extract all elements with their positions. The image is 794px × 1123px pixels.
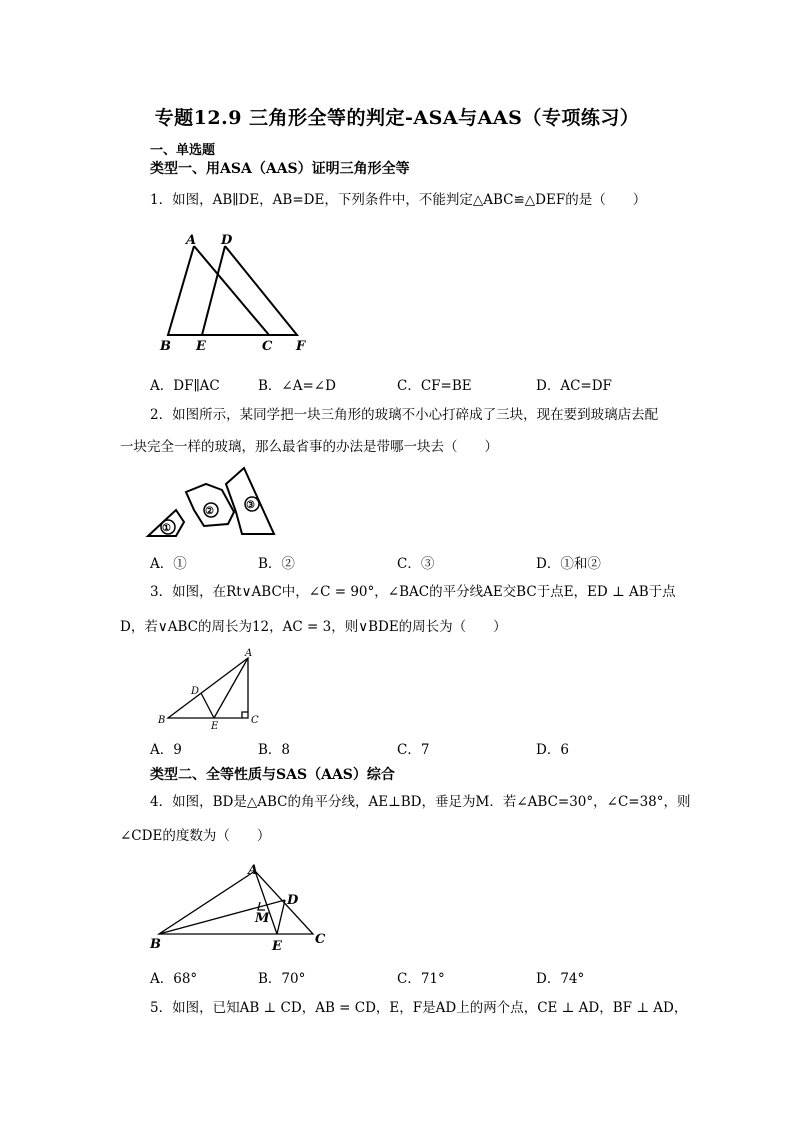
question-3-line2: D，若∨ABC的周长为12，AC = 3，则∨BDE的周长为（ ） <box>120 619 507 635</box>
label-D: D <box>191 686 200 697</box>
q1-option-b: B．∠A=∠D <box>258 378 336 394</box>
piece-3-label: ③ <box>246 500 255 511</box>
question-2-line2: 一块完全一样的玻璃，那么最省事的办法是带哪一块去（ ） <box>120 439 498 455</box>
q1-option-c: C．CF=BE <box>397 378 472 394</box>
q4-option-c: C．71° <box>397 971 445 987</box>
question-2-figure <box>146 466 286 538</box>
triangle-abc <box>168 246 269 335</box>
q2-option-b: B．② <box>258 556 295 572</box>
question-4-line1: 4．如图，BD是△ABC的角平分线，AE⊥BD，垂足为M．若∠ABC=30°，∠C=38°，则 <box>150 794 691 810</box>
question-3-line1: 3．如图，在Rt∨ABC中，∠C = 90°，∠BAC的平分线AE交BC于点E，ED ⊥ AB于点 <box>150 584 676 600</box>
triangle-abc <box>168 658 248 718</box>
type1-heading: 类型一、用ASA（AAS）证明三角形全等 <box>150 161 410 177</box>
label-E: E <box>211 721 219 732</box>
label-D: D <box>221 233 233 248</box>
page-title: 专题12.9 三角形全等的判定-ASA与AAS（专项练习） <box>154 107 640 129</box>
label-A: A <box>186 233 197 248</box>
q4-option-a: A．68° <box>150 971 198 987</box>
q3-option-a: A．9 <box>150 742 182 758</box>
label-M: M <box>255 911 270 926</box>
type2-heading: 类型二、全等性质与SAS（AAS）综合 <box>150 767 395 783</box>
q1-option-a: A．DF∥AC <box>150 378 220 394</box>
q2-option-a: A．① <box>150 556 187 572</box>
q1-option-d: D．AC=DF <box>536 378 612 394</box>
label-E: E <box>272 939 282 954</box>
question-1-text: 1．如图，AB∥DE，AB=DE，下列条件中，不能判定△ABC≌△DEF的是（ ） <box>150 192 647 208</box>
label-F: F <box>296 339 306 354</box>
q2-option-c: C．③ <box>397 556 435 572</box>
label-B: B <box>150 937 161 952</box>
label-E: E <box>196 339 206 354</box>
label-A: A <box>245 648 253 659</box>
q4-option-d: D．74° <box>536 971 585 987</box>
label-A: A <box>248 863 259 878</box>
piece-1-label: ① <box>162 523 171 534</box>
question-3-figure <box>156 648 266 733</box>
q3-option-b: B．8 <box>258 742 291 758</box>
question-2-line1: 2．如图所示，某同学把一块三角形的玻璃不小心打碎成了三块，现在要到玻璃店去配 <box>150 407 659 423</box>
triangle-def <box>202 246 297 335</box>
glass-piece-2 <box>186 484 234 526</box>
question-1-figure <box>150 230 330 360</box>
question-5-line1: 5．如图，已知AB ⊥ CD，AB = CD，E，F是AD上的两个点，CE ⊥ AD，BF ⊥ AD， <box>150 1000 688 1016</box>
label-D: D <box>287 893 299 908</box>
section-heading: 一、单选题 <box>150 143 216 158</box>
label-B: B <box>160 339 171 354</box>
q4-option-b: B．70° <box>258 971 306 987</box>
label-B: B <box>158 715 166 726</box>
q2-option-d: D．①和② <box>536 556 601 572</box>
label-C: C <box>262 339 273 354</box>
q3-option-c: C．7 <box>397 742 430 758</box>
question-4-figure <box>145 858 335 954</box>
label-C: C <box>315 932 326 947</box>
q3-option-d: D．6 <box>536 742 569 758</box>
question-4-line2: ∠CDE的度数为（ ） <box>120 828 271 844</box>
piece-2-label: ② <box>205 506 214 517</box>
label-C: C <box>251 715 259 726</box>
